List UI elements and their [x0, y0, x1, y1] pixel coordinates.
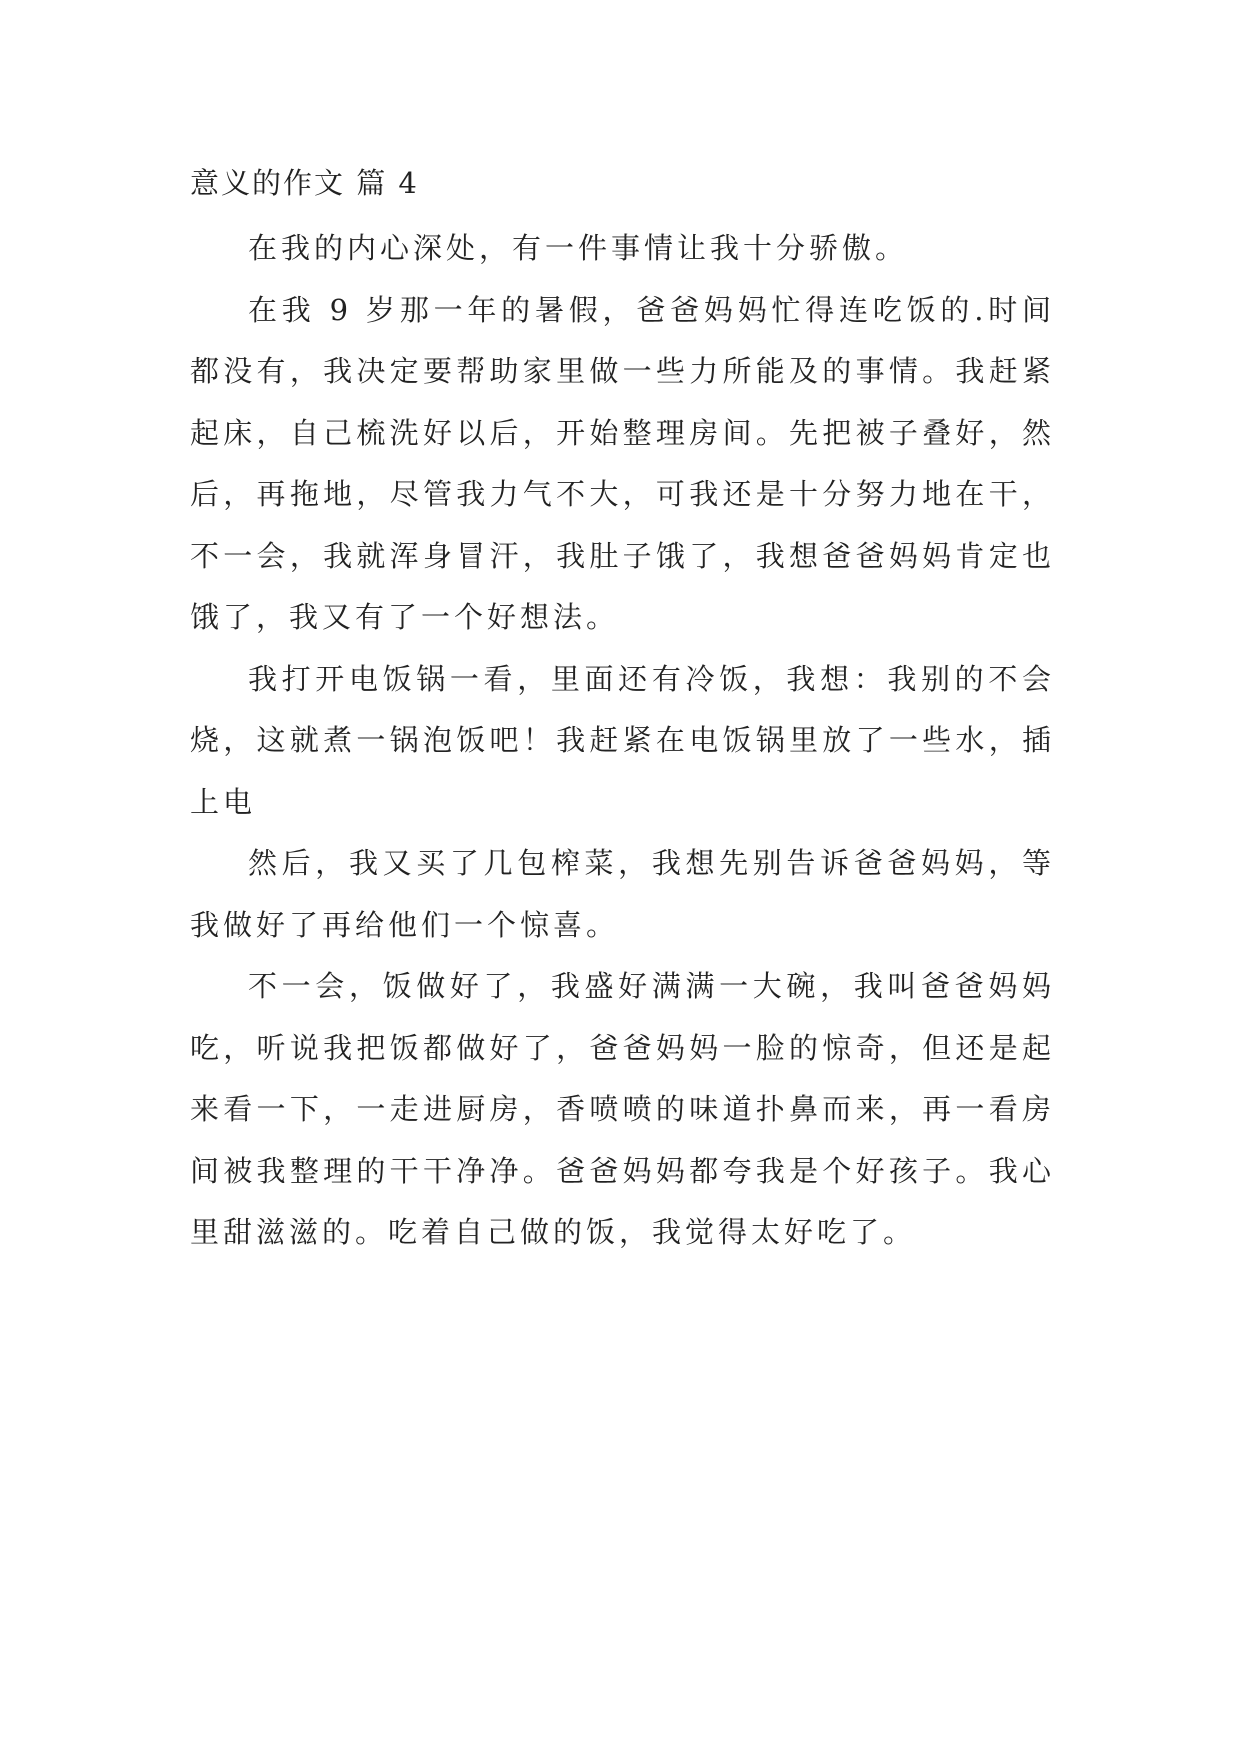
paragraph-3: 我打开电饭锅一看，里面还有冷饭，我想：我别的不会烧，这就煮一锅泡饭吧！我赶紧在电饭锅里放了一些水，插上电 — [190, 661, 1055, 819]
document-title: 意义的作文 篇 4 — [190, 166, 419, 200]
paragraph-5: 不一会，饭做好了，我盛好满满一大碗，我叫爸爸妈妈吃，听说我把饭都做好了，爸爸妈妈一脸的惊奇，但还是起来看一下，一走进厨房，香喷喷的味道扑鼻而来，再一看房间被我整理的干干净净。爸爸妈妈都夸我是个好孩子。我心里甜滋滋的。吃着自己做的饭，我觉得太好吃了。 — [190, 969, 1055, 1249]
paragraph-2: 在我 9 岁那一年的暑假，爸爸妈妈忙得连吃饭的.时间都没有，我决定要帮助家里做一些力所能及的事情。我赶紧起床，自己梳洗好以后，开始整理房间。先把被子叠好，然后，再拖地，尽管我力气不大，可我还是十分努力地在干，不一会，我就浑身冒汗，我肚子饿了，我想爸爸妈妈肯定也饿了，我又有了一个好想法。 — [190, 292, 1055, 634]
paragraph-4: 然后，我又买了几包榨菜，我想先别告诉爸爸妈妈，等我做好了再给他们一个惊喜。 — [190, 846, 1055, 942]
paragraph-1: 在我的内心深处，有一件事情让我十分骄傲。 — [248, 231, 909, 265]
document-body — [190, 162, 1055, 1264]
